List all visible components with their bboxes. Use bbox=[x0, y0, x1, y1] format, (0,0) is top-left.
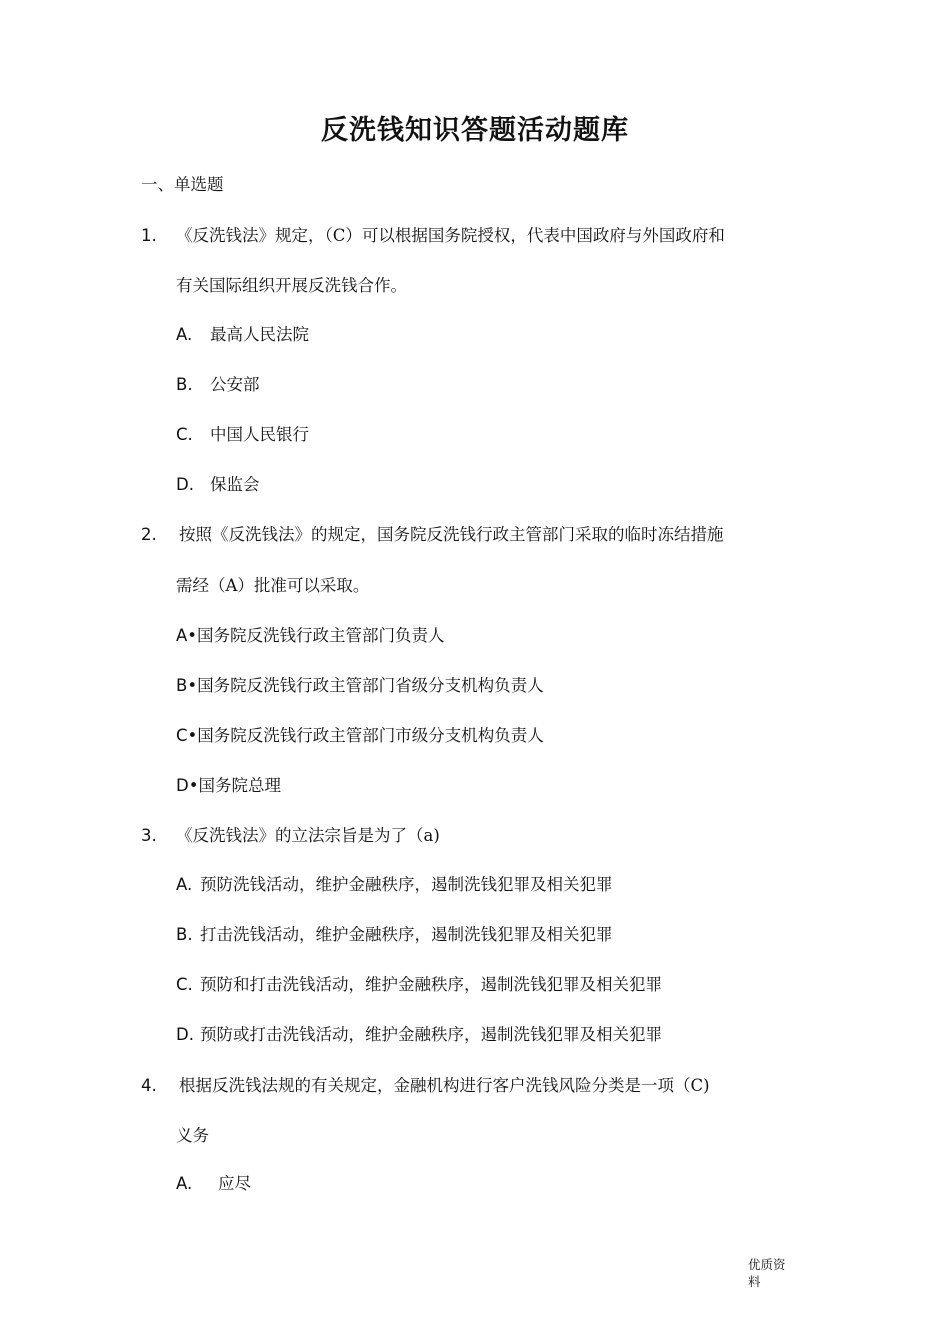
option-text: 公安部 bbox=[210, 375, 260, 394]
question-1-text-line1: 《反洗钱法》规定，（C）可以根据国务院授权，代表中国政府与外国政府和 bbox=[176, 226, 725, 245]
question-2-number: 2. bbox=[141, 525, 157, 544]
option-letter: A• bbox=[176, 626, 198, 645]
question-1-number: 1. bbox=[141, 226, 157, 245]
option-text: 应尽 bbox=[218, 1174, 251, 1193]
question-4-number: 4. bbox=[141, 1076, 157, 1095]
option-letter: B• bbox=[176, 676, 198, 695]
option-text: 保监会 bbox=[210, 475, 260, 494]
question-2-text-line1: 按照《反洗钱法》的规定，国务院反洗钱行政主管部门采取的临时冻结措施 bbox=[179, 525, 724, 544]
option-letter: D. bbox=[176, 1025, 194, 1044]
option-letter: A. bbox=[176, 1174, 193, 1193]
option-letter: B. bbox=[176, 375, 193, 394]
question-1-option-b bbox=[176, 373, 260, 397]
option-text: 预防和打击洗钱活动，维护金融秩序，遏制洗钱犯罪及相关犯罪 bbox=[200, 975, 662, 994]
section-heading: 一、单选题 bbox=[141, 175, 224, 194]
option-letter: D• bbox=[176, 776, 199, 795]
question-1-option-d bbox=[176, 473, 260, 497]
option-letter: D. bbox=[176, 475, 194, 494]
question-3-option-b bbox=[176, 923, 613, 947]
question-3-option-a bbox=[176, 873, 613, 897]
question-1-option-c bbox=[176, 423, 309, 447]
question-2-option-b bbox=[176, 674, 544, 698]
question-1-text-line2: 有关国际组织开展反洗钱合作。 bbox=[176, 276, 407, 295]
option-text: 国务院总理 bbox=[198, 776, 281, 795]
footer-watermark-text: 优质资料 bbox=[748, 1257, 786, 1289]
question-3-option-d bbox=[176, 1023, 662, 1047]
document-title: 反洗钱知识答题活动题库 bbox=[321, 115, 629, 146]
option-letter: A. bbox=[176, 875, 193, 894]
question-3-option-c bbox=[176, 973, 662, 997]
option-text: 打击洗钱活动，维护金融秩序，遏制洗钱犯罪及相关犯罪 bbox=[200, 925, 613, 944]
question-3-text-line1: 《反洗钱法》的立法宗旨是为了（a) bbox=[176, 826, 440, 845]
option-text: 预防洗钱活动，维护金融秩序，遏制洗钱犯罪及相关犯罪 bbox=[200, 875, 613, 894]
question-4-text-line1: 根据反洗钱法规的有关规定，金融机构进行客户洗钱风险分类是一项（C) bbox=[179, 1076, 710, 1095]
question-2-option-d bbox=[176, 774, 281, 798]
option-text: 国务院反洗钱行政主管部门市级分支机构负责人 bbox=[197, 726, 544, 745]
question-4-option-a bbox=[176, 1172, 251, 1196]
question-3-number: 3. bbox=[141, 826, 157, 845]
option-text: 最高人民法院 bbox=[210, 325, 309, 344]
option-text: 中国人民银行 bbox=[210, 425, 309, 444]
question-4-text-line2: 义务 bbox=[176, 1126, 209, 1145]
option-text: 国务院反洗钱行政主管部门负责人 bbox=[197, 626, 445, 645]
option-text: 国务院反洗钱行政主管部门省级分支机构负责人 bbox=[197, 676, 544, 695]
option-text: 预防或打击洗钱活动，维护金融秩序，遏制洗钱犯罪及相关犯罪 bbox=[200, 1025, 662, 1044]
question-1-option-a bbox=[176, 323, 309, 347]
option-letter: B. bbox=[176, 925, 193, 944]
option-letter: C. bbox=[176, 975, 193, 994]
question-2-text-line2: 需经（A）批准可以采取。 bbox=[176, 576, 370, 595]
question-2-option-a bbox=[176, 624, 445, 648]
option-letter: C• bbox=[176, 726, 198, 745]
question-2-option-c bbox=[176, 724, 544, 748]
option-letter: C. bbox=[176, 425, 193, 444]
option-letter: A. bbox=[176, 325, 193, 344]
